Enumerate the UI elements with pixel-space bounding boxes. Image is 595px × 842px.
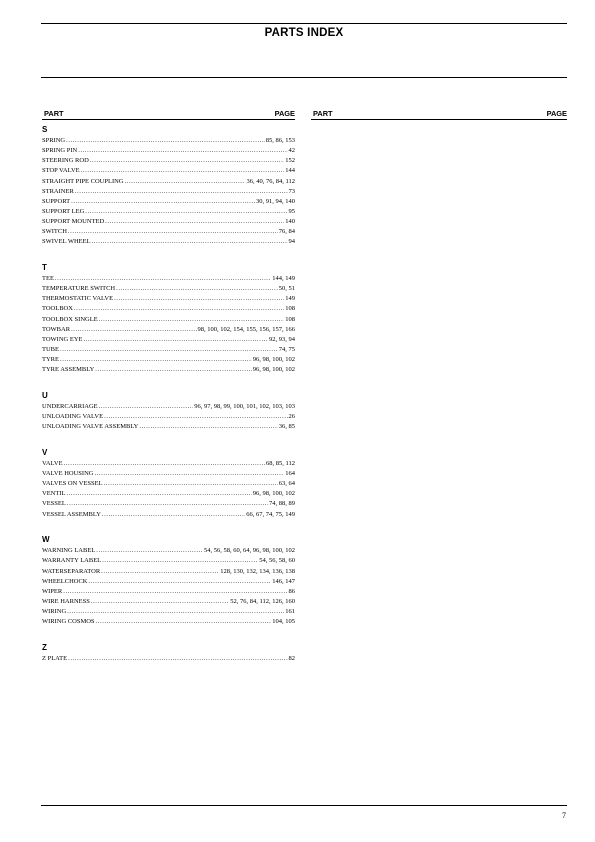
index-section xyxy=(42,643,295,664)
part-name: STOP VALVE xyxy=(42,167,80,175)
index-section xyxy=(42,448,295,520)
index-entry xyxy=(42,365,295,375)
index-entry xyxy=(42,136,295,146)
column-header-rule xyxy=(42,119,295,120)
page-references: 144, 149 xyxy=(272,275,295,283)
index-entry xyxy=(42,587,295,597)
index-entry xyxy=(42,197,295,207)
part-name: TUBE xyxy=(42,346,59,354)
index-entry xyxy=(42,304,295,314)
index-entry xyxy=(42,315,295,325)
section-letter: T xyxy=(42,263,47,273)
dot-leader xyxy=(102,556,258,566)
page-references: 98, 100, 102, 154, 155, 156, 157, 166 xyxy=(197,325,295,333)
index-entry xyxy=(42,402,295,412)
part-name: TOWBAR xyxy=(42,325,71,333)
index-entry xyxy=(42,274,295,284)
page-references: 96, 98, 100, 102 xyxy=(252,356,295,364)
index-section xyxy=(42,535,295,627)
index-entry xyxy=(42,607,295,617)
page-references: 146, 147 xyxy=(272,577,295,585)
page-references: 94 xyxy=(288,238,295,246)
index-entry xyxy=(42,546,295,556)
page-references: 92, 93, 94 xyxy=(269,335,295,343)
page-references: 54, 56, 58, 60 xyxy=(259,557,295,565)
index-entry xyxy=(42,489,295,499)
index-entry xyxy=(42,567,295,577)
page-references: 161 xyxy=(285,608,295,616)
part-name: SWITCH xyxy=(42,228,67,236)
dot-leader xyxy=(68,227,278,237)
dot-leader xyxy=(94,469,284,479)
page-references: 52, 76, 84, 112, 126, 160 xyxy=(230,597,295,605)
page-references: 96, 98, 100, 102 xyxy=(252,366,295,374)
page-references: 76, 84 xyxy=(278,228,295,236)
page-references: 140 xyxy=(285,218,295,226)
section-letter: U xyxy=(42,390,48,400)
index-entry xyxy=(42,510,295,520)
page-references: 42 xyxy=(288,147,295,155)
dot-leader xyxy=(101,567,219,577)
dot-leader xyxy=(96,617,272,627)
page-references: 82 xyxy=(288,654,295,662)
index-entry xyxy=(42,556,295,566)
index-entry xyxy=(42,325,295,335)
dot-leader xyxy=(104,412,287,422)
section-letter: Z xyxy=(42,642,47,652)
page-references: 50, 51 xyxy=(278,285,295,293)
dot-leader xyxy=(89,577,272,587)
index-entry xyxy=(42,577,295,587)
page-references: 74, 75 xyxy=(278,346,295,354)
part-name: WHEELCHOCK xyxy=(42,577,88,585)
index-entry xyxy=(42,207,295,217)
dot-leader xyxy=(78,146,287,156)
page-title: PARTS INDEX xyxy=(264,27,344,39)
dot-leader xyxy=(105,217,284,227)
dot-leader xyxy=(95,365,251,375)
index-section xyxy=(42,125,295,248)
footer-rule xyxy=(41,805,567,806)
part-name: TOOLBOX xyxy=(42,305,73,313)
dot-leader xyxy=(102,510,245,520)
index-entry xyxy=(42,294,295,304)
index-entry xyxy=(42,156,295,166)
part-name: VALVES ON VESSEL xyxy=(42,480,103,488)
dot-leader xyxy=(139,422,277,432)
page-column-label: PAGE xyxy=(274,109,295,118)
page-references: 36, 40, 76, 84, 112 xyxy=(246,177,295,185)
index-entry xyxy=(42,469,295,479)
index-entry xyxy=(42,499,295,509)
dot-leader xyxy=(85,207,287,217)
part-name: STEERING ROD xyxy=(42,157,89,165)
dot-leader xyxy=(66,136,265,146)
page-references: 36, 85 xyxy=(278,423,295,431)
index-entry xyxy=(42,345,295,355)
index-entry xyxy=(42,227,295,237)
part-name: VALVE HOUSING xyxy=(42,470,94,478)
index-entry xyxy=(42,284,295,294)
dot-leader xyxy=(84,335,269,345)
page-references: 63, 64 xyxy=(278,480,295,488)
part-name: TOWING EYE xyxy=(42,335,83,343)
part-name: WIRE HARNESS xyxy=(42,597,90,605)
dot-leader xyxy=(99,315,285,325)
dot-leader xyxy=(92,237,288,247)
part-name: Z PLATE xyxy=(42,654,68,662)
dot-leader xyxy=(66,489,251,499)
page-references: 128, 130, 132, 134, 136, 138 xyxy=(220,567,295,575)
index-entry xyxy=(42,412,295,422)
page-number: 7 xyxy=(562,811,566,820)
title-bottom-rule xyxy=(41,77,567,78)
part-name: SPRING PIN xyxy=(42,147,78,155)
page-column-label: PAGE xyxy=(546,109,567,118)
part-name: WIRING xyxy=(42,608,67,616)
dot-leader xyxy=(90,156,284,166)
part-name: TEE xyxy=(42,275,54,283)
part-name: STRAIGHT PIPE COUPLING xyxy=(42,177,124,185)
part-column-label: PART xyxy=(44,109,64,118)
page-references: 68, 85, 112 xyxy=(265,459,295,467)
part-name: VESSEL ASSEMBLY xyxy=(42,510,101,518)
page-references: 96, 97, 98, 99, 100, 101, 102, 103, 103 xyxy=(194,402,295,410)
page-references: 54, 56, 58, 60, 64, 96, 98, 100, 102 xyxy=(204,547,295,555)
page-references: 73 xyxy=(288,187,295,195)
page-references: 149 xyxy=(285,295,295,303)
index-entry xyxy=(42,217,295,227)
top-rule xyxy=(41,23,567,24)
page-references: 30, 91, 94, 140 xyxy=(256,197,295,205)
page-references: 74, 88, 89 xyxy=(269,500,295,508)
part-name: VESSEL xyxy=(42,500,66,508)
part-name: UNDERCARRIAGE xyxy=(42,402,98,410)
dot-leader xyxy=(99,402,194,412)
dot-leader xyxy=(74,304,284,314)
part-column-label: PART xyxy=(313,109,333,118)
page-references: 86 xyxy=(288,587,295,595)
page-references: 164 xyxy=(285,470,295,478)
part-name: WARRANTY LABEL xyxy=(42,557,102,565)
dot-leader xyxy=(104,479,278,489)
index-entry xyxy=(42,146,295,156)
page-references: 152 xyxy=(285,157,295,165)
dot-leader xyxy=(55,274,271,284)
index-entry xyxy=(42,355,295,365)
section-letter: V xyxy=(42,447,48,457)
dot-leader xyxy=(116,284,278,294)
index-entry xyxy=(42,166,295,176)
page-references: 108 xyxy=(285,305,295,313)
dot-leader xyxy=(125,177,246,187)
part-name: STRAINER xyxy=(42,187,74,195)
dot-leader xyxy=(67,499,268,509)
dot-leader xyxy=(60,345,278,355)
column-header-rule xyxy=(311,119,567,120)
dot-leader xyxy=(96,546,203,556)
part-name: SUPPORT xyxy=(42,197,71,205)
page-references: 144 xyxy=(285,167,295,175)
part-name: WATERSEPARATOR xyxy=(42,567,101,575)
index-entry xyxy=(42,422,295,432)
part-name: WIRING COSMOS xyxy=(42,618,95,626)
index-entry xyxy=(42,654,295,664)
dot-leader xyxy=(91,597,229,607)
part-name: VENTIL xyxy=(42,490,66,498)
index-entry xyxy=(42,335,295,345)
part-name: WARNING LABEL xyxy=(42,547,96,555)
part-name: TYRE xyxy=(42,356,59,364)
dot-leader xyxy=(68,654,287,664)
parts-index-list xyxy=(42,125,295,679)
dot-leader xyxy=(71,325,196,335)
part-name: WIPER xyxy=(42,587,63,595)
dot-leader xyxy=(64,459,265,469)
right-column-header xyxy=(311,109,567,121)
section-letter: S xyxy=(42,125,48,134)
part-name: SWIVEL WHEEL xyxy=(42,238,91,246)
dot-leader xyxy=(60,355,252,365)
dot-leader xyxy=(71,197,255,207)
part-name: TEMPERATURE SWITCH xyxy=(42,285,116,293)
dot-leader xyxy=(75,187,288,197)
dot-leader xyxy=(114,294,284,304)
page-references: 85, 86, 153 xyxy=(265,137,295,144)
dot-leader xyxy=(63,587,287,597)
page-references: 108 xyxy=(285,315,295,323)
index-entry xyxy=(42,597,295,607)
part-name: UNLOADING VALVE xyxy=(42,413,104,421)
part-name: SUPPORT MOUNTED xyxy=(42,218,105,226)
part-name: THERMOSTATIC VALVE xyxy=(42,295,114,303)
index-entry xyxy=(42,479,295,489)
index-section xyxy=(42,263,295,375)
page-references: 104, 105 xyxy=(272,618,295,626)
dot-leader xyxy=(81,166,285,176)
page-references: 66, 67, 74, 75, 149 xyxy=(246,510,295,518)
part-name: SUPPORT LEG xyxy=(42,207,85,215)
index-entry xyxy=(42,459,295,469)
index-entry xyxy=(42,187,295,197)
part-name: UNLOADING VALVE ASSEMBLY xyxy=(42,423,139,431)
index-entry xyxy=(42,177,295,187)
part-name: VALVE xyxy=(42,459,63,467)
dot-leader xyxy=(67,607,284,617)
page-references: 96, 98, 100, 102 xyxy=(252,490,295,498)
index-section xyxy=(42,391,295,432)
index-entry xyxy=(42,617,295,627)
section-letter: W xyxy=(42,535,50,545)
left-column-header xyxy=(42,109,295,121)
index-entry xyxy=(42,237,295,247)
page-references: 95 xyxy=(288,207,295,215)
part-name: TYRE ASSEMBLY xyxy=(42,366,95,374)
part-name: SPRING xyxy=(42,137,66,144)
page-references: 26 xyxy=(288,413,295,421)
part-name: TOOLBOX SINGLE xyxy=(42,315,98,323)
